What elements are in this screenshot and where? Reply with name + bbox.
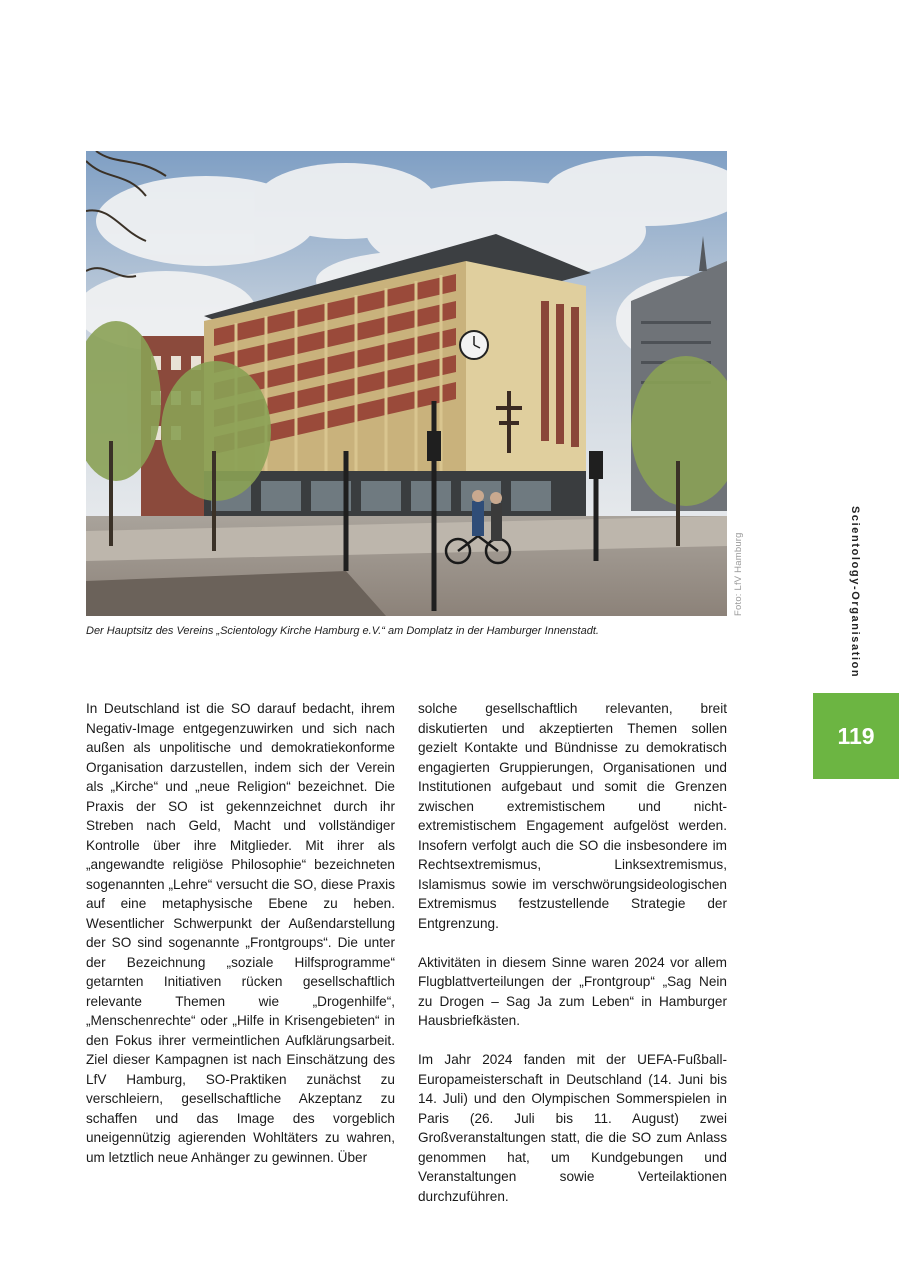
- body-column-right: [418, 699, 727, 1206]
- body-column-left: [86, 699, 395, 1167]
- figure-caption: Der Hauptsitz des Vereins „Scientology Kirche Hamburg e.V.“ am Domplatz in der Hamburger Innenstadt.: [86, 625, 599, 637]
- body-paragraph-1: In Deutschland ist die SO darauf bedacht, ihrem Negativ-Image entgegenzuwirken und sich nach außen als unpolitische und demokratiekonforme Organisation darzustellen, indem sich der Verein als „Kirche“ und „neue Religion“ bezeichnet. Die Praxis der SO ist gekennzeichnet durch ihr Streben nach Geld, Macht und vollständiger Kontrolle über ihre Mitglieder. Mit ihrer als „angewandte religiöse Philosophie“ bezeichneten sogenannten „Lehre“ versucht die SO, diese Praxis auf eine metaphysische Ebene zu heben. Wesentlicher Schwerpunkt der Außendarstellung der SO sind sogenannte „Frontgroups“. Die unter der Bezeichnung „soziale Hilfsprogramme“ getarnten Initiativen rücken gesellschaftlich relevante Themen wie „Drogenhilfe“, „Menschenrechte“ oder „Hilfe in Krisengebieten“ in den Fokus ihrer vermeintlichen Aufklärungsarbeit. Ziel dieser Kampagnen ist nach Einschätzung des LfV Hamburg, SO-Praktiken zunächst zu verschleiern, gesellschaftliche Akzeptanz zu schaffen und das Image des vorgeblich uneigennützig agierenden Wohltäters zu wahren, um letztlich neue Anhänger zu gewinnen. Über: [86, 701, 395, 1165]
- page-number: 119: [837, 722, 875, 749]
- section-label: Scientology-Organisation: [849, 506, 861, 679]
- page-number-box: [813, 693, 899, 779]
- body-paragraph-2: Aktivitäten in diesem Sinne waren 2024 vor allem Flugblattverteilungen der „Frontgroup“ „Sag Nein zu Drogen – Sag Ja zum Leben“ in Hamburger Hausbriefkästen.: [418, 954, 727, 1028]
- photo-credit: Foto: LfV Hamburg: [733, 532, 744, 616]
- body-paragraph-3: Im Jahr 2024 fanden mit der UEFA-Fußball-Europameisterschaft in Deutschland (14. Juni bis 14. Juli) und den Olympischen Sommerspielen in Paris (26. Juli bis 11. August) zwei Großveranstaltungen statt, die die SO zum Anlass genommen hat, um Kundgebungen und Veranstaltungen sowie Verteilaktionen durchzuführen.: [418, 1052, 727, 1204]
- body-paragraph-1-continued: solche gesellschaftlich relevanten, breit diskutierten und akzeptierten Themen sollen gezielt Kontakte und Bündnisse zu demokratisch engagierten Gruppierungen, Organisationen und Institutionen aufgebaut und somit die Grenzen zwischen extremistischem und nicht-extremistischem Engagement aufgelöst werden. Insofern verfolgt auch die SO die insbesondere im Rechtsextremismus, Linksextremismus, Islamismus sowie im verschwörungsideologischen Extremismus festzustellende Strategie der Entgrenzung.: [418, 701, 727, 931]
- building-photo-illustration: [86, 151, 727, 616]
- building-photo: [86, 151, 727, 616]
